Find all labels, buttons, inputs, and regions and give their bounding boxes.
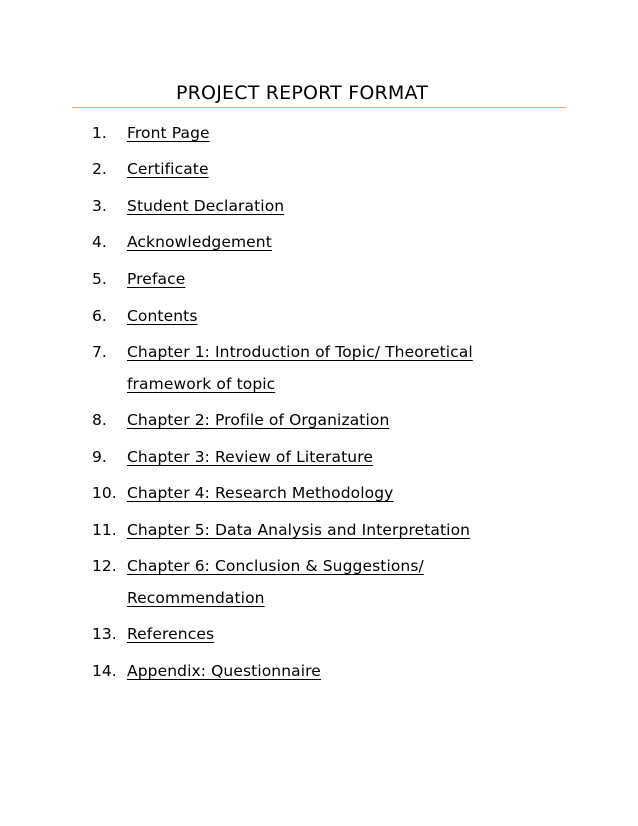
- item-number: 12.: [92, 557, 117, 575]
- item-link-front-page[interactable]: Front Page: [127, 124, 210, 142]
- item-link-chapter-1[interactable]: Chapter 1: Introduction of Topic/ Theoretical framework of topic: [127, 343, 473, 393]
- item-number: 14.: [92, 662, 117, 680]
- item-link-chapter-5[interactable]: Chapter 5: Data Analysis and Interpretation: [127, 521, 471, 539]
- item-number: 7.: [92, 343, 107, 361]
- item-link-chapter-6[interactable]: Chapter 6: Conclusion & Suggestions/ Recommendation: [127, 557, 424, 607]
- item-number: 8.: [92, 411, 107, 429]
- item-link-appendix[interactable]: Appendix: Questionnaire: [127, 662, 321, 680]
- item-link-chapter-4[interactable]: Chapter 4: Research Methodology: [127, 484, 394, 502]
- item-link-references[interactable]: References: [127, 625, 215, 643]
- item-number: 5.: [92, 270, 107, 288]
- item-link-chapter-3[interactable]: Chapter 3: Review of Literature: [127, 448, 373, 466]
- item-number: 9.: [92, 448, 107, 466]
- item-number: 2.: [92, 160, 107, 178]
- item-number: 6.: [92, 307, 107, 325]
- item-number: 3.: [92, 197, 107, 215]
- item-link-acknowledgement[interactable]: Acknowledgement: [127, 233, 272, 251]
- item-link-contents[interactable]: Contents: [127, 307, 198, 325]
- item-number: 1.: [92, 124, 107, 142]
- item-link-preface[interactable]: Preface: [127, 270, 186, 288]
- item-link-student-declaration[interactable]: Student Declaration: [127, 197, 285, 215]
- item-link-certificate[interactable]: Certificate: [127, 160, 209, 178]
- item-number: 11.: [92, 521, 117, 539]
- item-number: 13.: [92, 625, 117, 643]
- item-number: 10.: [92, 484, 117, 502]
- page-title: PROJECT REPORT FORMAT: [176, 82, 429, 104]
- item-link-chapter-2[interactable]: Chapter 2: Profile of Organization: [127, 411, 390, 429]
- item-number: 4.: [92, 233, 107, 251]
